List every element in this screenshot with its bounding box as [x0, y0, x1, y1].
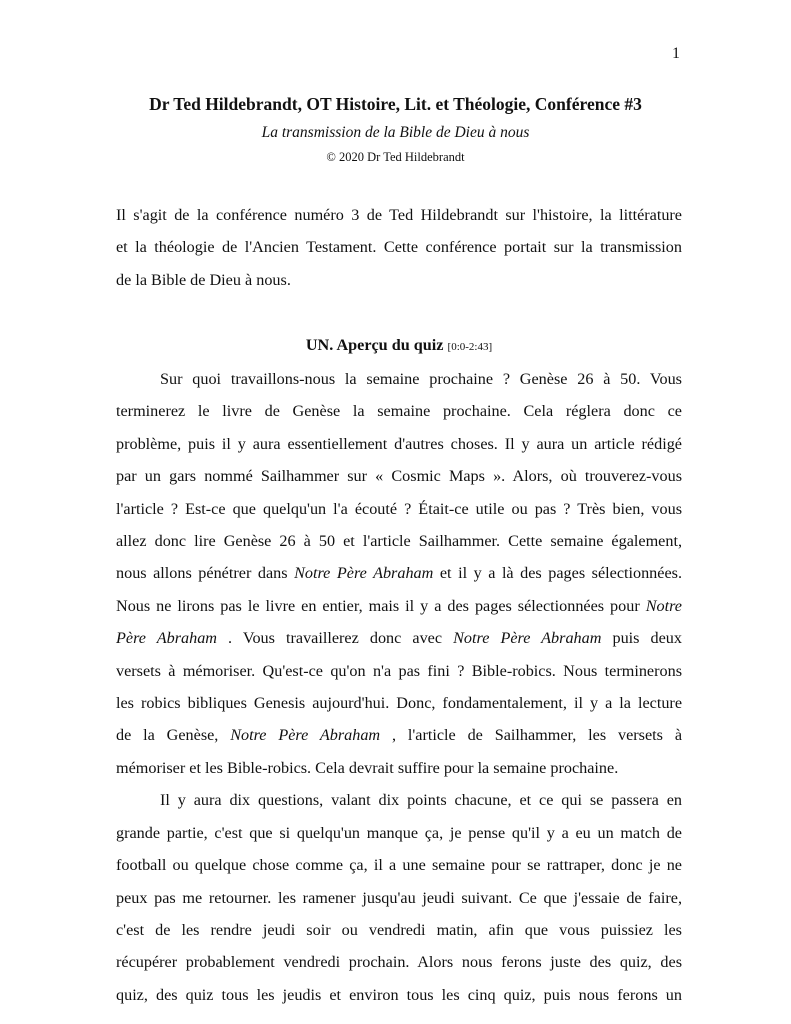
book-title: Notre: [645, 596, 682, 615]
text-line: terminerez le livre de Genèse la semaine prochaine. Cela réglera donc ce: [116, 402, 682, 421]
text-span: . Vous travaillerez donc avec: [216, 629, 454, 648]
text-line: [116, 719, 682, 751]
text-line: mémoriser et les Bible-robics. Cela devrait suffire pour la semaine prochaine.: [116, 758, 619, 777]
text-span: , l'article de Sailhammer, les versets à: [380, 726, 683, 745]
text-line: Il y aura dix questions, valant dix points chacune, et ce qui se passera en: [160, 791, 682, 810]
text-line: quiz, des quiz tous les jeudis et environ tous les cinq quiz, puis nous ferons un: [116, 985, 682, 1004]
text-line: versets à mémoriser. Qu'est-ce qu'on n'a pas fini ? Bible-robics. Nous terminerons: [116, 661, 682, 680]
section-heading-title: UN. Aperçu du quiz: [305, 335, 444, 354]
text-line: par un gars nommé Sailhammer sur « Cosmic Maps ». Alors, où trouverez-vous: [116, 467, 682, 486]
book-title: Notre Père Abraham: [294, 564, 434, 583]
text-line: grande partie, c'est que si quelqu'un manque ça, je pense qu'il y a eu un match de: [116, 823, 682, 842]
intro-paragraph: [116, 199, 682, 296]
text-span: nous allons pénétrer dans: [116, 564, 295, 583]
text-span: puis deux: [601, 629, 682, 648]
text-line: Sur quoi travaillons-nous la semaine prochaine ? Genèse 26 à 50. Vous: [160, 370, 682, 389]
text-span: Nous ne lirons pas le livre en entier, mais il y a des pages sélectionnées pour: [116, 596, 646, 615]
text-line: Il s'agit de la conférence numéro 3 de Ted Hildebrandt sur l'histoire, la littérature: [116, 206, 682, 224]
paragraph-2: [116, 784, 682, 1011]
book-title: Notre Père Abraham: [453, 629, 602, 648]
section-timestamp: [0:0-2:43]: [447, 340, 493, 353]
text-line: [116, 557, 682, 589]
text-span: et il y a là des pages sélectionnées.: [433, 564, 682, 583]
text-line: de la Bible de Dieu à nous.: [116, 270, 291, 289]
document-title: Dr Ted Hildebrandt, OT Histoire, Lit. et Théologie, Conférence #3: [149, 94, 642, 114]
text-line: et la théologie de l'Ancien Testament. Cette conférence portait sur la transmission: [116, 238, 682, 257]
text-line: allez donc lire Genèse 26 à 50 et l'article Sailhammer. Cette semaine également,: [116, 532, 682, 551]
text-line: c'est de les rendre jeudi soir ou vendredi matin, afin que vous puissiez les: [116, 920, 682, 939]
text-span: de la Genèse,: [116, 726, 231, 745]
page-number: 1: [672, 45, 680, 62]
document-header: [0, 93, 791, 165]
document-body: [116, 199, 682, 1011]
section-heading: [116, 329, 682, 363]
text-line: problème, puis il y aura essentiellement d'autres choses. Il y aura un article rédigé: [116, 434, 682, 453]
text-line: [116, 590, 682, 622]
text-line: [116, 622, 682, 654]
book-title: Notre Père Abraham: [230, 726, 381, 745]
text-line: les robics bibliques Genesis aujourd'hui. Donc, fondamentalement, il y a la lecture: [116, 694, 682, 713]
document-subtitle: La transmission de la Bible de Dieu à nous: [261, 124, 530, 141]
paragraph-1: [116, 363, 682, 784]
text-line: récupérer probablement vendredi prochain. Alors nous ferons juste des quiz, des: [116, 953, 682, 972]
text-line: l'article ? Est-ce que quelqu'un l'a écouté ? Était-ce utile ou pas ? Très bien, vous: [116, 499, 682, 518]
text-line: peux pas me retourner. les ramener jusqu'au jeudi suivant. Ce que j'essaie de faire,: [116, 888, 682, 907]
copyright-notice: © 2020 Dr Ted Hildebrandt: [326, 150, 465, 164]
text-line: football ou quelque chose comme ça, il a une semaine pour se rattraper, donc je ne: [116, 856, 682, 875]
book-title: Père Abraham: [116, 629, 217, 648]
